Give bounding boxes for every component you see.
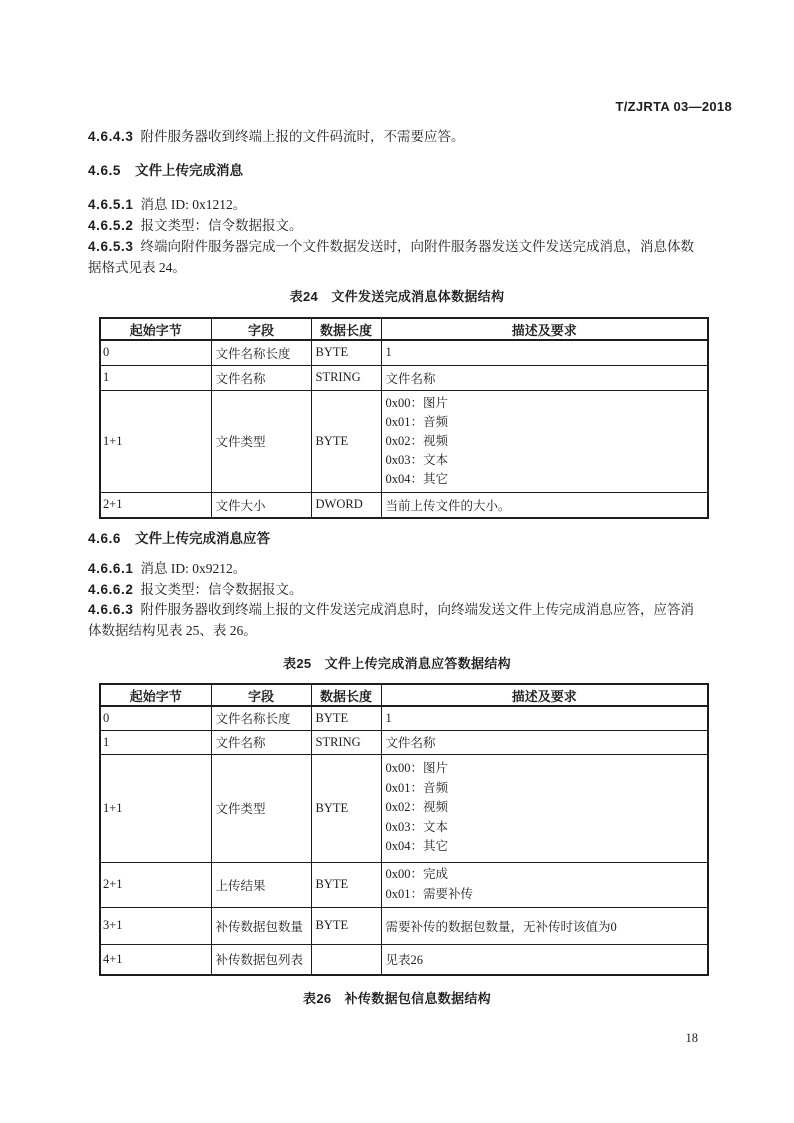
clause-4-6-6-3 <box>88 601 694 619</box>
col-header-start-byte: 起始字节 <box>100 318 211 340</box>
clause-text: 消息 ID: 0x9212。 <box>140 561 247 576</box>
clause-4-6-5-2 <box>88 217 302 235</box>
clause-number: 4.6.5.2 <box>88 218 134 233</box>
cell-length: BYTE <box>311 340 381 365</box>
cell-field: 文件类型 <box>211 390 311 492</box>
desc-line: 0x04：其它 <box>385 839 449 854</box>
cell-length: BYTE <box>311 390 381 492</box>
desc-line: 0x01：音频 <box>385 414 449 429</box>
cell-start-byte: 1+1 <box>100 754 211 862</box>
cell-start-byte: 0 <box>100 340 211 365</box>
cell-description <box>381 390 708 492</box>
table-24-caption: 表24 文件发送完成消息体数据结构 <box>289 289 505 304</box>
cell-description: 见表26 <box>381 944 708 975</box>
col-header-start-byte: 起始字节 <box>100 684 211 706</box>
col-header-field: 字段 <box>211 684 311 706</box>
clause-number: 4.6.5.3 <box>88 239 134 254</box>
section-title: 文件上传完成消息应答 <box>135 531 271 546</box>
clause-number: 4.6.6.1 <box>88 561 134 576</box>
clause-text: 终端向附件服务器完成一个文件数据发送时，向附件服务器发送文件发送完成消息，消息体数 <box>140 239 694 254</box>
clause-text: 消息 ID: 0x1212。 <box>140 197 247 212</box>
section-number: 4.6.6 <box>88 531 122 546</box>
clause-number: 4.6.6.3 <box>88 602 134 617</box>
table-24 <box>99 317 709 519</box>
cell-description: 1 <box>381 706 708 730</box>
table-header-row <box>100 684 708 706</box>
desc-line: 0x02：视频 <box>385 433 449 448</box>
table-row <box>100 944 708 975</box>
cell-field: 文件名称 <box>211 730 311 754</box>
table-row <box>100 365 708 390</box>
table-row <box>100 862 708 907</box>
cell-length: BYTE <box>311 862 381 907</box>
table-26-caption: 表26 补传数据包信息数据结构 <box>303 991 491 1006</box>
cell-start-byte: 1 <box>100 730 211 754</box>
cell-start-byte: 1 <box>100 365 211 390</box>
cell-start-byte: 1+1 <box>100 390 211 492</box>
table-row <box>100 390 708 492</box>
cell-field: 补传数据包列表 <box>211 944 311 975</box>
cell-description <box>381 862 708 907</box>
col-header-data-length: 数据长度 <box>311 318 381 340</box>
cell-description: 文件名称 <box>381 365 708 390</box>
table-25 <box>99 683 709 976</box>
cell-start-byte: 2+1 <box>100 862 211 907</box>
cell-field: 文件名称 <box>211 365 311 390</box>
section-heading-4-6-5 <box>88 162 243 180</box>
desc-line: 0x00：图片 <box>385 395 449 410</box>
desc-line: 0x03：文本 <box>385 819 449 834</box>
cell-field: 文件名称长度 <box>211 340 311 365</box>
table-row <box>100 730 708 754</box>
clause-number: 4.6.4.3 <box>88 129 134 144</box>
desc-line: 0x04：其它 <box>385 471 449 486</box>
header-doc-number: T/ZJRTA 03—2018 <box>615 99 732 114</box>
desc-line: 0x01：需要补传 <box>385 886 474 901</box>
clause-4-6-6-1 <box>88 560 246 578</box>
cell-field: 文件大小 <box>211 492 311 518</box>
table-25-caption: 表25 文件上传完成消息应答数据结构 <box>283 656 511 671</box>
table-row <box>100 754 708 862</box>
page-number: 18 <box>685 1031 698 1045</box>
cell-description <box>381 754 708 862</box>
table-row <box>100 340 708 365</box>
clause-4-6-6-3-cont: 体数据结构见表 25、表 26。 <box>88 623 257 638</box>
clause-text: 附件服务器收到终端上报的文件码流时，不需要应答。 <box>140 129 465 144</box>
clause-text: 附件服务器收到终端上报的文件发送完成消息时，向终端发送文件上传完成消息应答，应答消 <box>140 602 694 617</box>
table-header-row <box>100 318 708 340</box>
cell-description: 需要补传的数据包数量，无补传时该值为0 <box>381 907 708 944</box>
col-header-description: 描述及要求 <box>381 318 708 340</box>
cell-field: 文件类型 <box>211 754 311 862</box>
desc-line: 0x00：图片 <box>385 761 449 776</box>
section-title: 文件上传完成消息 <box>135 163 244 178</box>
cell-description: 文件名称 <box>381 730 708 754</box>
cell-start-byte: 0 <box>100 706 211 730</box>
clause-4-6-4-3 <box>88 128 464 146</box>
clause-text: 报文类型：信令数据报文。 <box>140 218 303 233</box>
cell-start-byte: 4+1 <box>100 944 211 975</box>
clause-text: 报文类型：信令数据报文。 <box>140 582 303 597</box>
cell-description: 当前上传文件的大小。 <box>381 492 708 518</box>
col-header-data-length: 数据长度 <box>311 684 381 706</box>
cell-field: 文件名称长度 <box>211 706 311 730</box>
cell-length: DWORD <box>311 492 381 518</box>
section-heading-4-6-6 <box>88 530 270 548</box>
cell-start-byte: 2+1 <box>100 492 211 518</box>
col-header-description: 描述及要求 <box>381 684 708 706</box>
cell-length: STRING <box>311 730 381 754</box>
cell-length: STRING <box>311 365 381 390</box>
cell-length: BYTE <box>311 706 381 730</box>
clause-4-6-5-1 <box>88 196 246 214</box>
desc-line: 0x00：完成 <box>385 867 449 881</box>
cell-start-byte: 3+1 <box>100 907 211 944</box>
clause-4-6-6-2 <box>88 581 302 599</box>
desc-line: 0x01：音频 <box>385 780 449 795</box>
cell-length: BYTE <box>311 754 381 862</box>
cell-description: 1 <box>381 340 708 365</box>
clause-number: 4.6.6.2 <box>88 582 134 597</box>
cell-length: BYTE <box>311 907 381 944</box>
col-header-field: 字段 <box>211 318 311 340</box>
cell-length <box>311 944 381 975</box>
clause-number: 4.6.5.1 <box>88 197 134 212</box>
cell-field: 补传数据包数量 <box>211 907 311 944</box>
desc-line: 0x02：视频 <box>385 800 449 815</box>
table-row <box>100 907 708 944</box>
table-row <box>100 492 708 518</box>
table-row <box>100 706 708 730</box>
cell-field: 上传结果 <box>211 862 311 907</box>
clause-4-6-5-3-cont: 据格式见表 24。 <box>88 260 186 275</box>
clause-4-6-5-3 <box>88 238 694 256</box>
desc-line: 0x03：文本 <box>385 452 449 467</box>
section-number: 4.6.5 <box>88 163 122 178</box>
